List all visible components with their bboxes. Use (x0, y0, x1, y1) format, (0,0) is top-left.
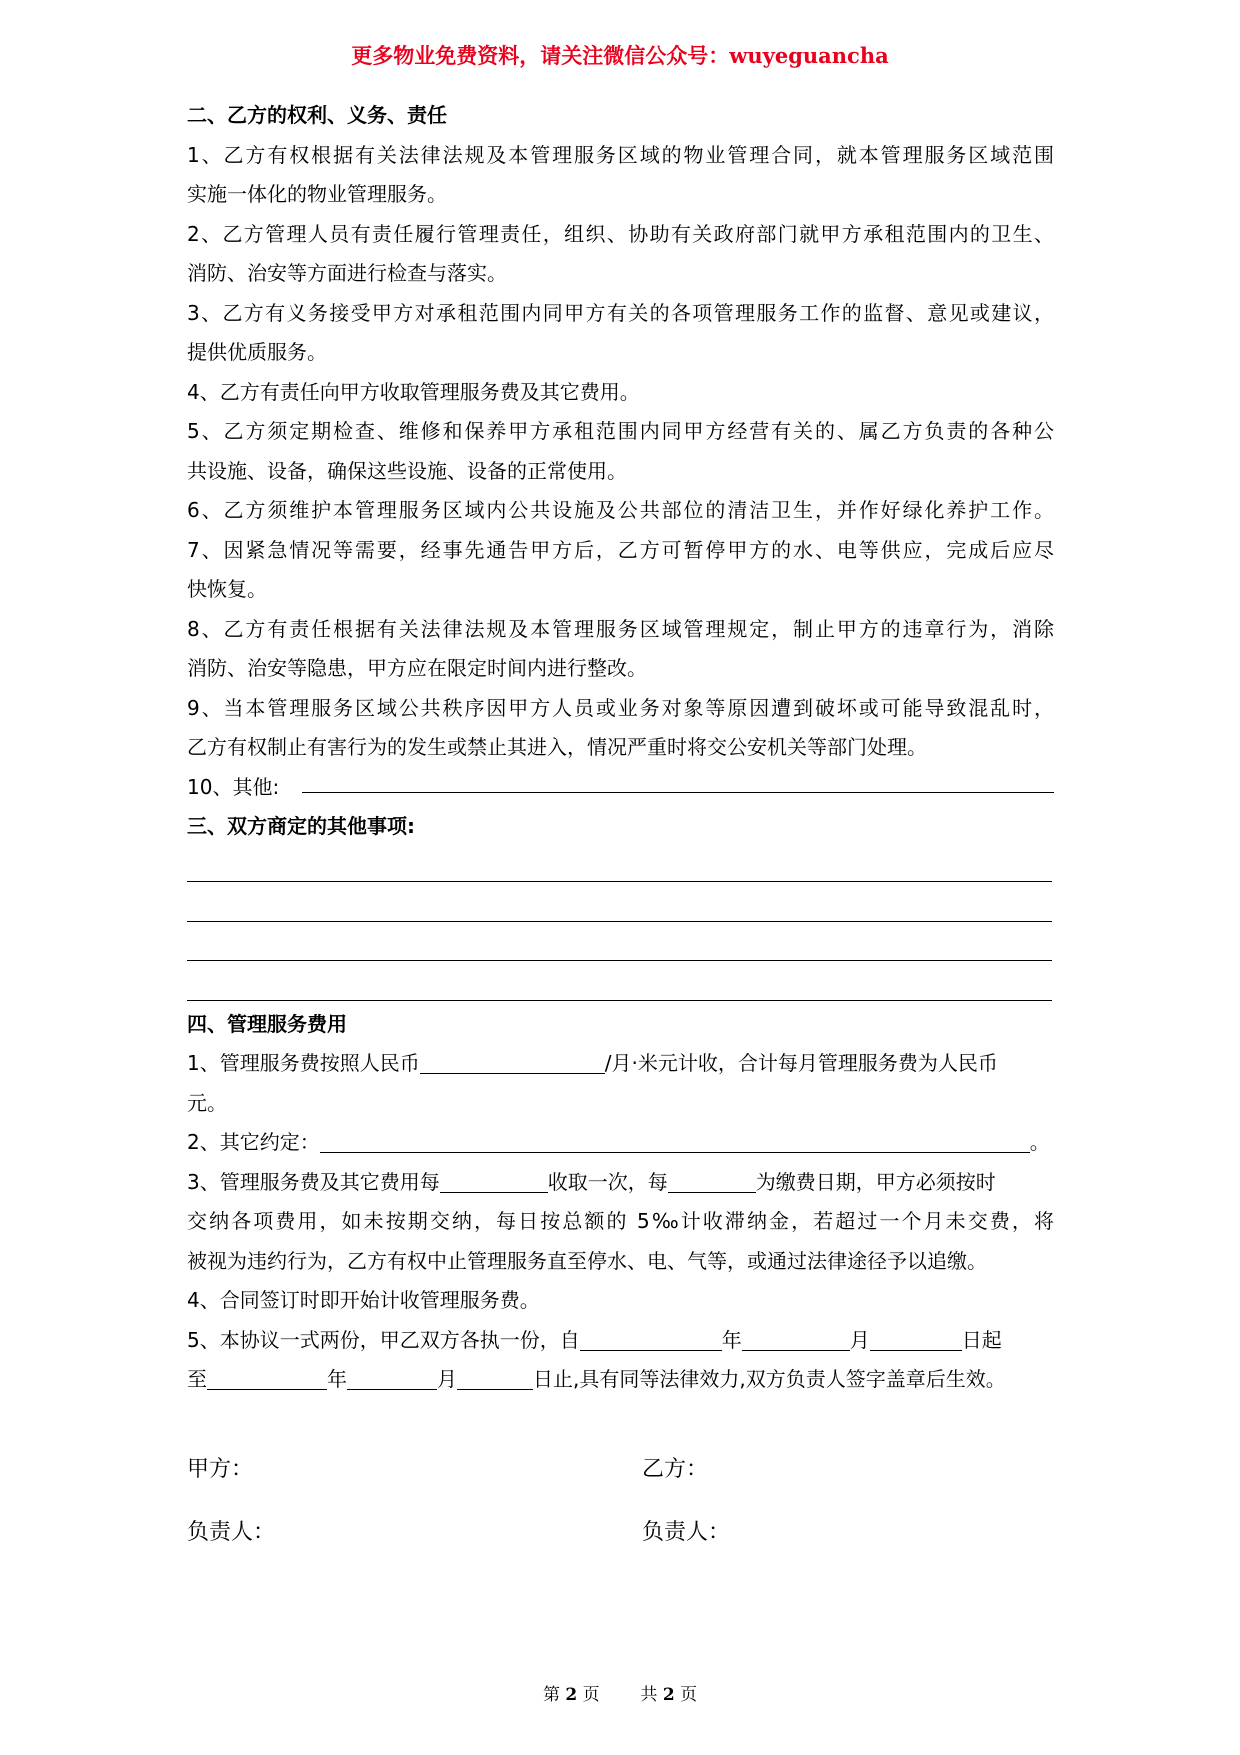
footer-text: 页 (680, 1685, 698, 1705)
blank-line[interactable] (187, 965, 1054, 1005)
party-a-label: 甲方： (187, 1457, 254, 1482)
blank-line[interactable] (187, 926, 1054, 966)
term-line-1 (187, 1321, 1054, 1361)
year-label: 年 (327, 1367, 347, 1391)
page-number: 2 (565, 1685, 578, 1705)
page-footer (0, 1680, 1240, 1705)
other-blank[interactable] (302, 768, 1054, 793)
start-day-blank[interactable] (870, 1326, 962, 1351)
period-blank[interactable] (440, 1168, 548, 1193)
paragraph-line: 5、乙方须定期检查、维修和保养甲方承租范围内同甲方经营有关的、属乙方负责的各种公 (187, 419, 1054, 443)
paragraph-line: 被视为违约行为，乙方有权中止管理服务直至停水、电、气等，或通过法律途径予以追缴。 (187, 1248, 987, 1273)
paragraph-line: 7、因紧急情况等需要，经事先通告甲方后，乙方可暂停甲方的水、电等供应，完成后应尽 (187, 537, 1054, 562)
end-year-blank[interactable] (207, 1365, 327, 1390)
blank-line[interactable] (187, 847, 1054, 887)
term-line-2 (187, 1360, 1054, 1400)
section-heading: 三、双方商定的其他事项: (187, 814, 415, 838)
fee-line-3 (187, 1163, 1054, 1203)
fee-line-1 (187, 1044, 1054, 1084)
day-label: 日起 (961, 1327, 1002, 1352)
paragraph-line: 1、乙方有权根据有关法律法规及本管理服务区域的物业管理合同，就本管理服务区域范围 (187, 142, 1054, 167)
section-heading: 二、乙方的权利、义务、责任 (187, 103, 447, 127)
footer-text: 第 (542, 1685, 560, 1705)
fee-text: 。 (1029, 1130, 1050, 1154)
fee-line-1-end: 元。 (187, 1090, 227, 1115)
fee-text: 日止,具有同等法律效力,双方负责人签字盖章后生效。 (533, 1367, 1006, 1391)
month-label: 月 (437, 1367, 457, 1391)
paragraph-line: 共设施、设备，确保这些设施、设备的正常使用。 (187, 458, 627, 483)
fee-text: 3、管理服务费及其它费用每 (187, 1169, 440, 1194)
banner-notice: 更多物业免费资料，请关注微信公众号：wuyeguancha (351, 43, 889, 68)
paragraph-line: 消防、治安等方面进行检查与落实。 (187, 261, 507, 285)
month-label: 月 (849, 1327, 870, 1352)
year-label: 年 (721, 1327, 742, 1352)
paragraph-line: 8、乙方有责任根据有关法律法规及本管理服务区域管理规定，制止甲方的违章行为，消除 (187, 616, 1054, 641)
fee-text: 收取一次，每 (547, 1169, 668, 1194)
end-month-blank[interactable] (347, 1365, 437, 1390)
paragraph-line: 6、乙方须维护本管理服务区域内公共设施及公共部位的清洁卫生，并作好绿化养护工作。 (187, 498, 1054, 522)
paragraph-line: 2、乙方管理人员有责任履行管理责任，组织、协助有关政府部门就甲方承租范围内的卫生、 (187, 221, 1054, 246)
paragraph-line: 9、当本管理服务区域公共秩序因甲方人员或业务对象等原因遭到破坏或可能导致混乱时， (187, 695, 1054, 720)
start-month-blank[interactable] (742, 1326, 850, 1351)
end-day-blank[interactable] (457, 1365, 533, 1390)
other-agreement-blank[interactable] (320, 1128, 1030, 1153)
document-body (187, 96, 1054, 1400)
paragraph-line: 乙方有权制止有害行为的发生或禁止其进入，情况严重时将交公安机关等部门处理。 (187, 735, 927, 759)
other-line (187, 768, 1054, 808)
to-label: 至 (187, 1367, 207, 1391)
footer-text: 页 (582, 1685, 600, 1705)
paragraph-line: 实施一体化的物业管理服务。 (187, 182, 447, 206)
fee-text: 为缴费日期，甲方必须按时 (755, 1169, 996, 1194)
section-heading: 四、管理服务费用 (187, 1011, 347, 1036)
paragraph-line: 快恢复。 (187, 577, 267, 601)
fee-text: 2、其它约定： (187, 1130, 320, 1154)
party-b-label: 乙方： (642, 1457, 709, 1482)
paragraph-line: 4、乙方有责任向甲方收取管理服务费及其它费用。 (187, 379, 640, 404)
paragraph-line: 交纳各项费用，如未按期交纳，每日按总额的 5‰计收滞纳金，若超过一个月未交费，将 (187, 1209, 1054, 1233)
footer-text: 共 (640, 1685, 658, 1705)
paragraph-line: 提供优质服务。 (187, 340, 327, 364)
fee-text: 1、管理服务费按照人民币 (187, 1051, 420, 1075)
signature-row-party (187, 1452, 1054, 1483)
total-pages: 2 (662, 1685, 675, 1705)
person-a-label: 负责人： (187, 1520, 276, 1545)
fee-text: 5、本协议一式两份，甲乙双方各执一份，自 (187, 1327, 580, 1352)
blank-line[interactable] (187, 886, 1054, 926)
signature-row-person (187, 1515, 1054, 1546)
fee-text: /月·米元计收，合计每月管理服务费为人民币 (604, 1051, 998, 1075)
fee-line-2 (187, 1123, 1054, 1163)
fee-rate-blank[interactable] (420, 1049, 605, 1074)
paragraph-line: 4、合同签订时即开始计收管理服务费。 (187, 1288, 540, 1312)
paragraph-line: 消防、治安等隐患，甲方应在限定时间内进行整改。 (187, 656, 647, 680)
due-date-blank[interactable] (668, 1168, 756, 1193)
person-b-label: 负责人： (642, 1520, 731, 1545)
start-year-blank[interactable] (580, 1326, 722, 1351)
paragraph-line: 3、乙方有义务接受甲方对承租范围内同甲方有关的各项管理服务工作的监督、意见或建议， (187, 300, 1054, 325)
other-label: 10、其他: (187, 774, 280, 799)
